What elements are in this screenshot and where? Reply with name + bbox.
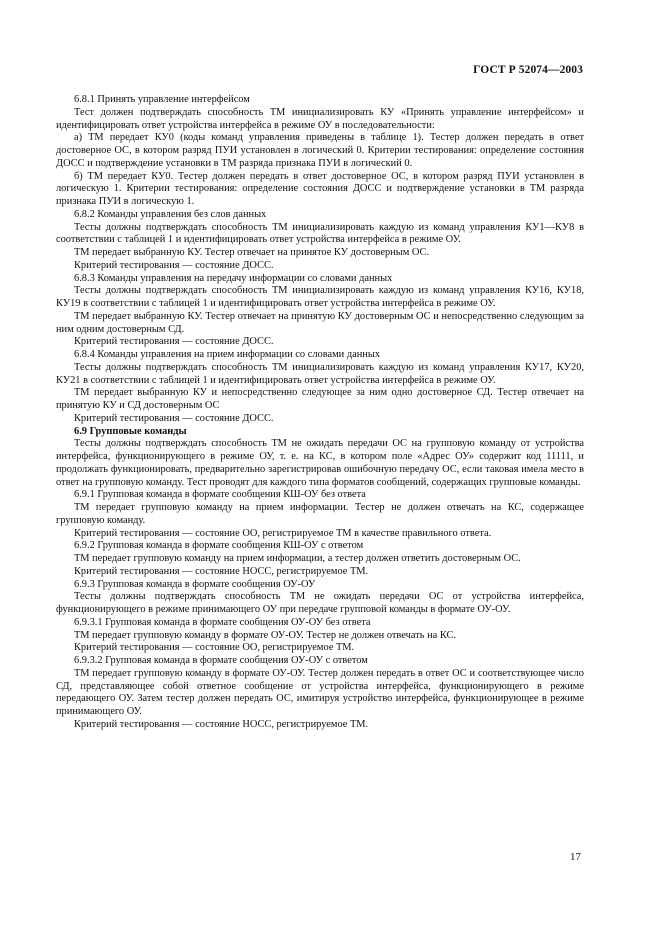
body-paragraph: Тесты должны подтверждать способность ТМ инициализировать каждую из команд управления КУ16, КУ18, КУ19 в соответствии с таблицей 1 и идентифицировать ответ устройства интерфейса в режиме ОУ. xyxy=(56,285,584,309)
body-paragraph: Тесты должны подтверждать способность ТМ не ожидать передачи ОС на групповую команду от устройства интерфейса, функционирующего в режиме ОУ, т. е. на КС, в котором поле «Адрес ОУ» содержит код 11111, и продолжать функционировать, предварительно зарегистрировав ошибочную передачу ОС, если таковая имела место в ответ на групповую команду. Тест проводят для каждого типа форматов сообщений, содержащих групповые команды. xyxy=(56,438,584,488)
body-paragraph: Критерий тестирования — состояние ОО, регистрируемое ТМ. xyxy=(74,642,355,654)
page-number: 17 xyxy=(570,851,581,863)
section-heading: 6.8.2 Команды управления без слов данных xyxy=(74,208,267,220)
body-paragraph: ТМ передает групповую команду на прием информации, а тестер должен ответить достоверным ОС. xyxy=(74,553,521,564)
body-paragraph: Тесты должны подтверждать способность ТМ не ожидать передачи ОС от устройства интерфейса, функционирующего в режиме принимающего ОУ при передаче групповой команды в формате ОУ-ОУ. xyxy=(56,591,584,615)
section-heading: 6.9.3 Групповая команда в формате сообщения ОУ-ОУ xyxy=(74,578,316,590)
document-body xyxy=(56,94,584,732)
body-paragraph: Критерий тестирования — состояние ДОСС. xyxy=(74,336,274,348)
section-heading: 6.8.1 Принять управление интерфейсом xyxy=(74,94,250,105)
body-paragraph: ТМ передает выбранную КУ. Тестер отвечает на принятое КУ достоверным ОС. xyxy=(74,247,430,258)
document-header: ГОСТ Р 52074—2003 xyxy=(473,64,583,76)
body-paragraph: б) ТМ передает КУ0. Тестер должен передать в ответ достоверное ОС, в котором разряд ПУИ установлен в логическую 1. Критерии тестирования: определение состояния ДОСС и подтверждение установки в ТМ разряда признака ПУИ в логическую 1. xyxy=(56,170,584,207)
section-heading: 6.8.3 Команды управления на передачу информации со словами данных xyxy=(74,272,393,284)
body-paragraph: Тест должен подтверждать способность ТМ инициализировать КУ «Принять управление интерфейсом» и идентифицировать ответ устройства интерфейса в режиме ОУ в последовательности: xyxy=(56,106,584,131)
body-paragraph: ТМ передает выбранную КУ. Тестер отвечает на принятую КУ достоверным ОС и непосредственно следующим за ним одним достоверным СД. xyxy=(56,310,584,335)
section-heading: 6.9 Групповые команды xyxy=(74,425,187,437)
body-paragraph: ТМ передает групповую команду на прием информации. Тестер не должен отвечать на КС, содержащее групповую команду. xyxy=(56,502,584,526)
section-heading: 6.8.4 Команды управления на прием информации со словами данных xyxy=(74,349,381,360)
section-heading: 6.9.3.2 Групповая команда в формате сообщения ОУ-ОУ с ответом xyxy=(74,655,368,666)
body-paragraph: ТМ передает выбранную КУ и непосредственно следующее за ним одно достоверное СД. Тестер отвечает на принятую КУ и СД достоверным ОС xyxy=(56,387,584,411)
body-paragraph: Критерий тестирования — состояние НОСС, регистрируемое ТМ. xyxy=(74,718,369,730)
body-paragraph: Критерий тестирования — состояние ДОСС. xyxy=(74,412,274,424)
body-paragraph: Тесты должны подтверждать способность ТМ инициализировать каждую из команд управления КУ17, КУ20, КУ21 в соответствии с таблицей 1 и идентифицировать ответ устройства интерфейса в режиме ОУ. xyxy=(56,361,584,386)
body-paragraph: Критерий тестирования — состояние НОСС, регистрируемое ТМ. xyxy=(74,565,369,577)
section-heading: 6.9.2 Групповая команда в формате сообщения КШ-ОУ с ответом xyxy=(74,540,364,552)
body-paragraph: ТМ передает групповую команду в формате ОУ-ОУ. Тестер должен передать в ответ ОС и соответствующее число СД, представляющее собой ответное сообщение от устройства интерфейса, функционирующего в режиме передающего ОУ. Затем тестер должен передать ОС, имитируя устройство интерфейса, функционирующее в режиме принимающего ОУ. xyxy=(56,667,584,717)
body-paragraph: а) ТМ передает КУ0 (коды команд управления приведены в таблице 1). Тестер должен передать в ответ достоверное ОС, в котором разряд ПУИ установлен в логический 0. Критерии тестирования: определение состояния ДОСС и подтверждение установки в ТМ разряда признака ПУИ в логический 0. xyxy=(56,132,584,169)
body-paragraph: Тесты должны подтверждать способность ТМ инициализировать каждую из команд управления КУ1—КУ8 в соответствии с таблицей 1 и идентифицировать ответ устройства интерфейса в режиме ОУ. xyxy=(56,221,584,246)
body-paragraph: Критерий тестирования — состояние ОО, регистрируемое ТМ в качестве правильного ответа. xyxy=(74,527,492,539)
section-heading: 6.9.3.1 Групповая команда в формате сообщения ОУ-ОУ без ответа xyxy=(74,616,371,628)
body-paragraph: Критерий тестирования — состояние ДОСС. xyxy=(74,259,274,271)
body-paragraph: ТМ передает групповую команду в формате ОУ-ОУ. Тестер не должен отвечать на КС. xyxy=(74,629,457,641)
section-heading: 6.9.1 Групповая команда в формате сообщения КШ-ОУ без ответа xyxy=(74,489,366,501)
